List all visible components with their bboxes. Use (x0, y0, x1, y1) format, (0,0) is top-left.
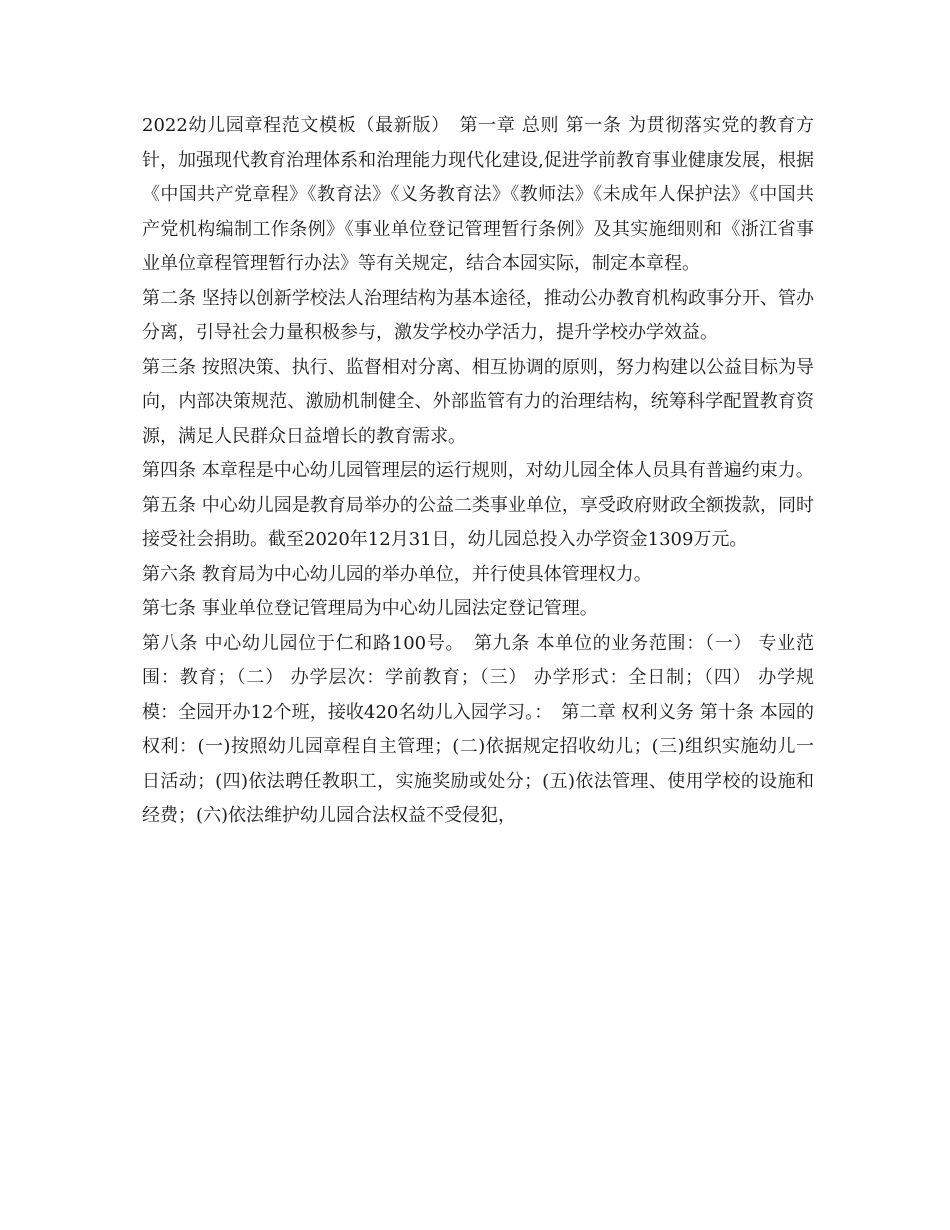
paragraph-article-six: 第六条 教育局为中心幼儿园的举办单位，并行使具体管理权力。 (142, 563, 652, 585)
paragraph-article-three: 第三条 按照决策、执行、监督相对分离、相互协调的原则，努力构建以公益目标为导向，内部决策规范、激励机制健全、外部监管有力的治理结构，统筹科学配置教育资源，满足人民群众日益增长的教育需求。 (142, 356, 814, 447)
paragraph-chapter-one-article-one: 2022幼儿园章程范文模板（最新版） 第一章 总则 第一条 为贯彻落实党的教育方针，加强现代教育治理体系和治理能力现代化建设,促进学前教育事业健康发展，根据《中国共产党章程》《教育法》《义务教育法》《教师法》《未成年人保护法》《中国共产党机构编制工作条例》《事业单位登记管理暂行条例》及其实施细则和《浙江省事业单位章程管理暂行办法》等有关规定，结合本园实际，制定本章程。 (142, 115, 814, 274)
paragraph-article-seven: 第七条 事业单位登记管理局为中心幼儿园法定登记管理。 (142, 598, 598, 619)
paragraph-article-five: 第五条 中心幼儿园是教育局举办的公益二类事业单位，享受政府财政全额拨款，同时接受社会捐助。截至2020年12月31日，幼儿园总投入办学资金1309万元。 (142, 494, 814, 550)
paragraph-article-eight-to-ten: 第八条 中心幼儿园位于仁和路100号。 第九条 本单位的业务范围：（一） 专业范围：教育；（二） 办学层次：学前教育；（三） 办学形式：全日制；（四） 办学规模：全园开办12个班，接收420名幼儿入园学习。： 第二章 权利义务 第十条 本园的权利：(一)按照幼儿园章程自主管理；(二)依据规定招收幼儿；(三)组织实施幼儿一日活动；(四)依法聘任教职工，实施奖励或处分；(五)依法管理、使用学校的设施和经费；(六)依法维护幼儿园合法权益不受侵犯， (142, 632, 814, 826)
paragraph-article-four: 第四条 本章程是中心幼儿园管理层的运行规则，对幼儿园全体人员具有普遍约束力。 (142, 460, 814, 481)
paragraph-article-two: 第二条 坚持以创新学校法人治理结构为基本途径，推动公办教育机构政事分开、管办分离，引导社会力量积极参与，激发学校办学活力，提升学校办学效益。 (142, 287, 814, 343)
document-body (142, 109, 814, 834)
